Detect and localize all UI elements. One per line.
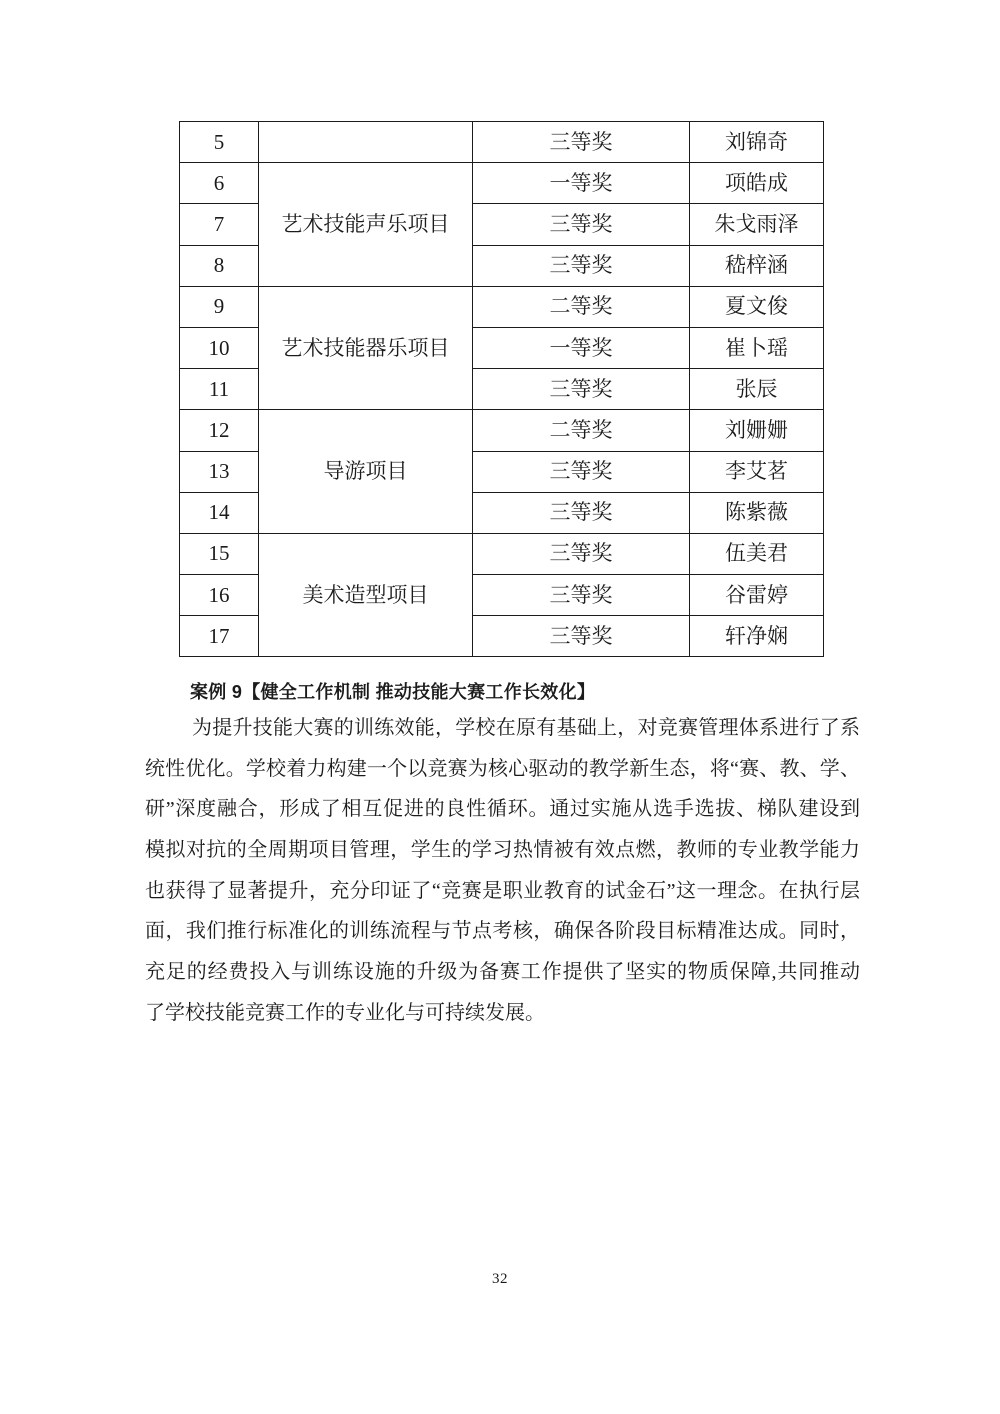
name-cell: 刘姗姗 [690, 410, 824, 451]
name-cell: 崔卜瑶 [690, 327, 824, 368]
name-cell: 朱戈雨泽 [690, 204, 824, 245]
table-row [180, 163, 824, 204]
name-cell: 伍美君 [690, 533, 824, 574]
seq-cell: 11 [180, 369, 259, 410]
award-cell: 三等奖 [473, 616, 690, 657]
seq-cell: 8 [180, 245, 259, 286]
award-cell: 三等奖 [473, 369, 690, 410]
seq-cell: 17 [180, 616, 259, 657]
award-cell: 三等奖 [473, 204, 690, 245]
name-cell: 张辰 [690, 369, 824, 410]
seq-cell: 13 [180, 451, 259, 492]
table-row [180, 533, 824, 574]
award-cell: 三等奖 [473, 492, 690, 533]
name-cell: 谷雷婷 [690, 575, 824, 616]
seq-cell: 7 [180, 204, 259, 245]
name-cell: 轩净娴 [690, 616, 824, 657]
seq-cell: 5 [180, 122, 259, 163]
name-cell: 陈紫薇 [690, 492, 824, 533]
seq-cell: 6 [180, 163, 259, 204]
award-cell: 二等奖 [473, 286, 690, 327]
paragraph-line: 研”深度融合，形成了相互促进的良性循环。通过实施从选手选拔、梯队建设到 [145, 798, 860, 821]
award-cell: 三等奖 [473, 575, 690, 616]
table-row [180, 122, 824, 163]
name-cell: 刘锦奇 [690, 122, 824, 163]
seq-cell: 16 [180, 575, 259, 616]
project-cell: 导游项目 [259, 410, 473, 534]
name-cell: 李艾茗 [690, 451, 824, 492]
award-cell: 三等奖 [473, 245, 690, 286]
award-cell: 三等奖 [473, 122, 690, 163]
paragraph-line: 了学校技能竞赛工作的专业化与可持续发展。 [145, 1001, 545, 1024]
award-cell: 二等奖 [473, 410, 690, 451]
name-cell: 夏文俊 [690, 286, 824, 327]
paragraph-line: 也获得了显著提升，充分印证了“竞赛是职业教育的试金石”这一理念。在执行层 [145, 879, 860, 902]
project-cell: 美术造型项目 [259, 533, 473, 657]
award-cell: 一等奖 [473, 327, 690, 368]
page-number: 32 [492, 1271, 508, 1287]
paragraph-line: 面，我们推行标准化的训练流程与节点考核，确保各阶段目标精准达成。同时， [145, 920, 860, 943]
seq-cell: 15 [180, 533, 259, 574]
body-paragraph [145, 708, 860, 1034]
award-cell: 三等奖 [473, 533, 690, 574]
seq-cell: 10 [180, 327, 259, 368]
paragraph-line: 为提升技能大赛的训练效能，学校在原有基础上，对竞赛管理体系进行了系 [192, 717, 860, 739]
name-cell: 嵇梓涵 [690, 245, 824, 286]
case-heading: 案例 9【健全工作机制 推动技能大赛工作长效化】 [190, 682, 596, 702]
table-row [180, 410, 824, 451]
seq-cell: 9 [180, 286, 259, 327]
paragraph-line: 统性优化。学校着力构建一个以竞赛为核心驱动的教学新生态，将“赛、教、学、 [145, 757, 860, 780]
name-cell: 项皓成 [690, 163, 824, 204]
paragraph-line: 充足的经费投入与训练设施的升级为备赛工作提供了坚实的物质保障,共同推动 [145, 961, 860, 984]
table-row [180, 286, 824, 327]
award-cell: 三等奖 [473, 451, 690, 492]
award-cell: 一等奖 [473, 163, 690, 204]
project-cell: 艺术技能器乐项目 [259, 286, 473, 410]
project-cell [259, 122, 473, 163]
awards-table [179, 121, 824, 657]
seq-cell: 14 [180, 492, 259, 533]
paragraph-line: 模拟对抗的全周期项目管理，学生的学习热情被有效点燃，教师的专业教学能力 [145, 839, 860, 862]
seq-cell: 12 [180, 410, 259, 451]
project-cell: 艺术技能声乐项目 [259, 163, 473, 287]
